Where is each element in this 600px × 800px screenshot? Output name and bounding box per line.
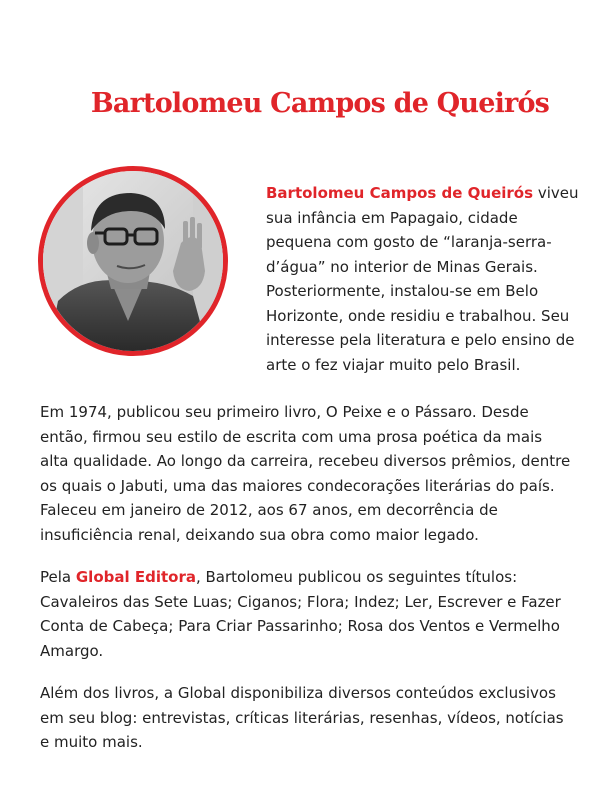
blog-paragraph: Além dos livros, a Global disponibiliza diversos conteúdos exclusivos em seu blog: entrevistas, críticas literárias, resenhas, vídeos, notícias e muito mais. [40,684,564,751]
titles-paragraph [40,565,575,663]
titles-text: , Bartolomeu publicou os seguintes títulos: Cavaleiros das Sete Luas; Ciganos; Flora; Indez; Ler, Escrever e Fazer Conta de Cabeça; Para Criar Passarinho; Rosa dos Ventos e Vermelho Amargo. [40,568,561,660]
author-portrait [38,166,228,356]
bio-paragraph [266,181,586,377]
author-name-highlight: Bartolomeu Campos de Queirós [266,184,534,202]
titles-prefix: Pela [40,568,76,586]
page-title: Bartolomeu Campos de Queirós [90,88,550,119]
publisher-highlight: Global Editora [75,568,196,586]
bio-text: viveu sua infância em Papagaio, cidade pequena com gosto de “laranja-serra-d’água” no interior de Minas Gerais. Posteriormente, instalou-se em Belo Horizonte, onde residiu e trabalhou. Seu interesse pela literatura e pelo ensino de arte o fez viajar muito pelo Brasil. [266,184,579,374]
author-photo-illustration [43,171,223,351]
career-paragraph: Em 1974, publicou seu primeiro livro, O Peixe e o Pássaro. Desde então, firmou seu estilo de escrita com uma prosa poética da mais alta qualidade. Ao longo da carreira, recebeu diversos prêmios, dentre os quais o Jabuti, uma das maiores condecorações literárias do país. Faleceu em janeiro de 2012, aos 67 anos, em decorrência de insuficiência renal, deixando sua obra como maior legado. [40,403,571,544]
